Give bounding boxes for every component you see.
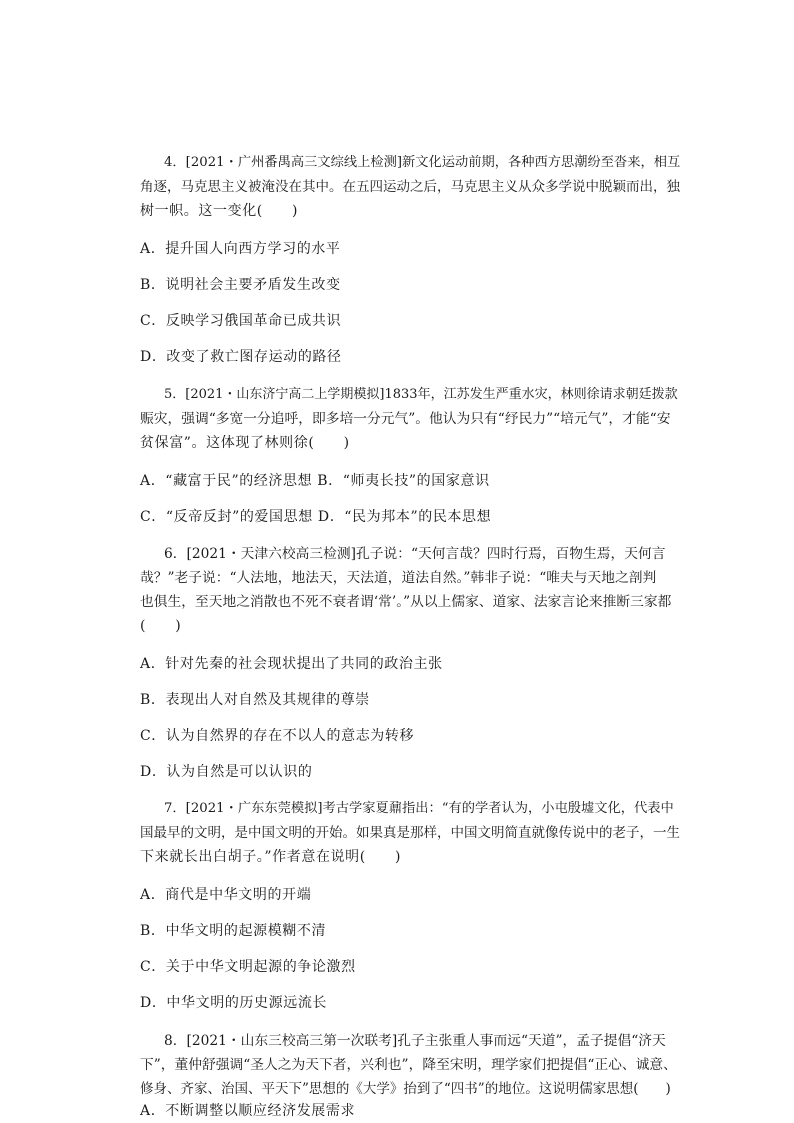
q7-option-b: B．中华文明的起源模糊不清 <box>140 923 327 939</box>
q4-option-d: D．改变了救亡图存运动的路径 <box>140 349 342 365</box>
q8-stem-line-3: 修身、齐家、治国、平天下”思想的《大学》抬到了“四书”的地位。这说明儒家思想( ) <box>140 1081 671 1097</box>
q5-option-cd: C．“反帝反封”的爱国思想 D．“民为邦本”的民本思想 <box>140 509 492 525</box>
q6-stem-line-2: 哉？”老子说：“人法地，地法天，天法道，道法自然。”韩非子说：“唯夫与天地之剖判 <box>140 570 657 586</box>
q6-option-c: C．认为自然界的存在不以人的意志为转移 <box>140 728 415 744</box>
q4-option-b: B．说明社会主要矛盾发生改变 <box>140 277 341 293</box>
q7-option-d: D．中华文明的历史源远流长 <box>140 995 328 1011</box>
q5-stem-line-2: 赈灾，强调“多宽一分追呼，即多培一分元气”。他认为只有“纾民力”“培元气”，才能“安 <box>140 411 671 427</box>
q7-stem-line-2: 国最早的文明，是中国文明的开始。如果真是那样，中国文明简直就像传说中的老子，一生 <box>140 825 680 841</box>
q8-stem-line-1: 8．[2021・山东三校高三第一次联考]孔子主张重人事而远“天道”，孟子提倡“济天 <box>164 1033 666 1049</box>
q4-option-a: A．提升国人向西方学习的水平 <box>140 241 341 257</box>
q6-stem-line-4: ( ) <box>140 618 182 634</box>
q5-stem-line-3: 贫保富”。这体现了林则徐( ) <box>140 435 350 451</box>
q6-stem-line-1: 6．[2021・天津六校高三检测]孔子说：“天何言哉？四时行焉，百物生焉，天何言 <box>164 546 666 562</box>
q6-option-b: B．表现出人对自然及其规律的尊崇 <box>140 692 370 708</box>
q6-stem-line-3: 也俱生，至天地之消散也不死不衰者谓‘常’。”从以上儒家、道家、法家言论来推断三家都 <box>140 594 672 610</box>
q4-stem-line-3: 树一帜。这一变化( ) <box>140 203 299 219</box>
q4-stem-line-2: 角逐，马克思主义被淹没在其中。在五四运动之后，马克思主义从众多学说中脱颖而出，独 <box>140 179 680 195</box>
q7-option-a: A．商代是中华文明的开端 <box>140 887 312 903</box>
q5-stem-line-1: 5．[2021・山东济宁高二上学期模拟]1833年，江苏发生严重水灾，林则徐请求朝廷拨款 <box>164 387 678 402</box>
q7-stem-line-3: 下来就长出白胡子。”作者意在说明( ) <box>140 849 402 865</box>
q6-option-a: A．针对先秦的社会现状提出了共同的政治主张 <box>140 656 443 672</box>
q7-option-c: C．关于中华文明起源的争论激烈 <box>140 959 356 975</box>
q6-option-d: D．认为自然是可以认识的 <box>140 764 313 780</box>
q4-option-c: C．反映学习俄国革命已成共识 <box>140 313 342 329</box>
q4-stem-line-1: 4．[2021・广州番禺高三文综线上检测]新文化运动前期，各种西方思潮纷至沓来，相互 <box>164 155 681 170</box>
q8-stem-line-2: 下”，董仲舒强调“圣人之为天下者，兴利也”，降至宋明，理学家们把提倡“正心、诚意、 <box>140 1057 677 1073</box>
q5-option-ab: A．“藏富于民”的经济思想 B．“师夷长技”的国家意识 <box>140 473 490 489</box>
q8-option-a: A．不断调整以顺应经济发展需求 <box>140 1103 356 1119</box>
q7-stem-line-1: 7．[2021・广东东莞模拟]考古学家夏鼐指出：“有的学者认为，小屯殷墟文化，代表中 <box>164 801 674 816</box>
